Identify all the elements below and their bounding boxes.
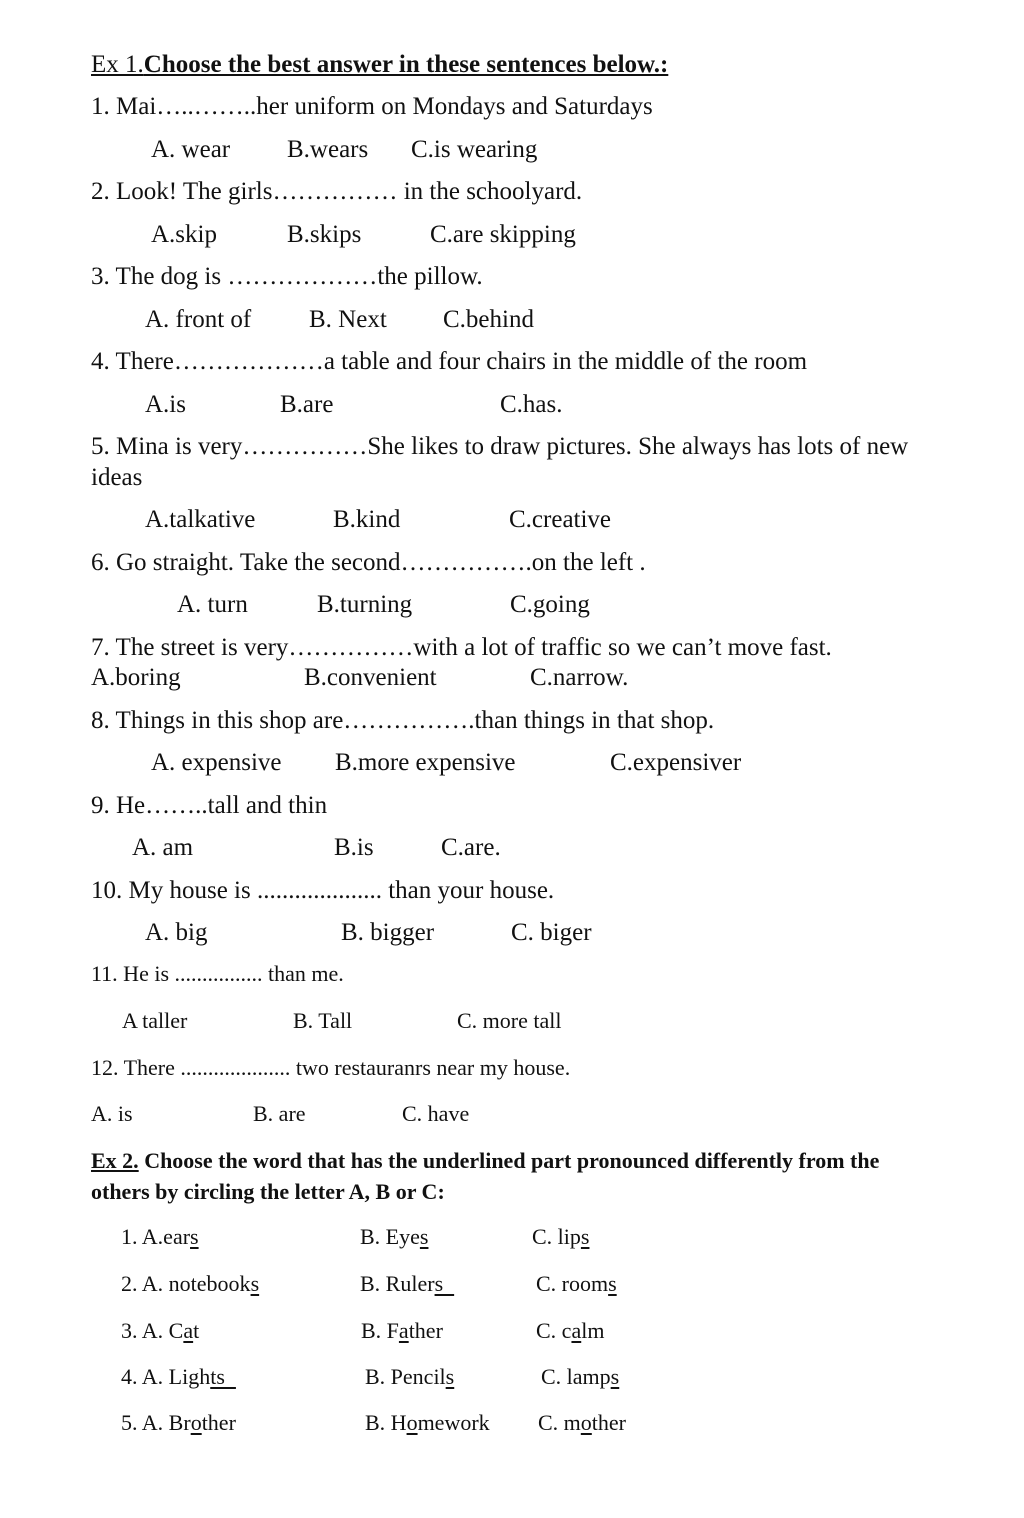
underlined-part: s — [190, 1224, 199, 1249]
option-c[interactable]: C. mother — [538, 1410, 626, 1435]
option-c[interactable]: C.expensiver — [610, 749, 742, 776]
underlined-part: o — [190, 1410, 202, 1435]
question-7: 7. The street is very……………with a lot of traffic so we can’t move fast. — [91, 634, 832, 661]
option-b[interactable]: B.are — [280, 391, 334, 418]
option-a[interactable]: 1. A.ears — [121, 1224, 199, 1249]
option-b[interactable]: B.wears — [287, 136, 369, 163]
option-b[interactable]: B.more expensive — [335, 749, 516, 776]
option-a[interactable]: A. expensive — [151, 749, 282, 776]
option-a[interactable]: A.skip — [151, 221, 217, 248]
option-c[interactable]: C.going — [510, 591, 590, 618]
option-a[interactable]: A. front of — [145, 306, 252, 333]
option-b[interactable]: B.turning — [317, 591, 413, 618]
option-c[interactable]: C. rooms — [536, 1271, 617, 1296]
option-a[interactable]: A. turn — [177, 591, 248, 618]
underlined-part: s — [608, 1271, 617, 1296]
question-12: 12. There .................... two restauranrs near my house. — [91, 1055, 571, 1080]
underlined-part: s — [250, 1271, 260, 1296]
question-1: 1. Mai…..……..her uniform on Mondays and Saturdays — [91, 93, 653, 120]
option-b[interactable]: B. Pencils — [365, 1364, 455, 1389]
option-b[interactable]: B. Next — [309, 306, 387, 333]
option-a[interactable]: 2. A. notebooks — [121, 1271, 260, 1296]
option-a[interactable]: A.is — [145, 391, 186, 418]
option-c[interactable]: C.behind — [443, 306, 534, 333]
option-b[interactable]: B.kind — [333, 506, 401, 533]
question-8: 8. Things in this shop are…………….than things in that shop. — [91, 707, 715, 734]
underlined-part: s — [610, 1364, 620, 1389]
ex2-label: Ex 2. — [91, 1148, 139, 1173]
option-b[interactable]: B.is — [334, 834, 374, 861]
option-c[interactable]: C. have — [402, 1101, 470, 1126]
option-b[interactable]: B. bigger — [341, 919, 435, 946]
option-b[interactable]: B. Eyes — [360, 1224, 429, 1249]
option-b[interactable]: B. Tall — [293, 1008, 353, 1033]
underlined-part: o — [580, 1410, 592, 1435]
option-b[interactable]: B. Homework — [365, 1410, 490, 1435]
option-a[interactable]: A. is — [91, 1101, 133, 1126]
ex2-title: Choose the word that has the underlined part pronounced differently from the — [138, 1148, 880, 1173]
option-c[interactable]: C. lamps — [541, 1364, 620, 1389]
option-a[interactable]: 5. A. Brother — [121, 1410, 236, 1435]
option-c[interactable]: C. more tall — [457, 1008, 562, 1033]
option-c[interactable]: C. calm — [536, 1318, 605, 1343]
option-a[interactable]: A. wear — [151, 136, 231, 163]
question-3: 3. The dog is ………………the pillow. — [91, 263, 483, 290]
question-4: 4. There………………a table and four chairs in the middle of the room — [91, 348, 808, 375]
ex2-heading — [91, 1146, 879, 1176]
question-5-cont: ideas — [91, 464, 143, 491]
option-c[interactable]: C.are skipping — [430, 221, 576, 248]
underlined-part: ts — [210, 1364, 236, 1389]
option-c[interactable]: C.narrow. — [530, 664, 629, 691]
option-c[interactable]: C. lips — [532, 1224, 590, 1249]
option-b[interactable]: B. Father — [361, 1318, 443, 1343]
underlined-part: o — [406, 1410, 418, 1435]
option-a[interactable]: A.talkative — [145, 506, 256, 533]
option-a[interactable]: A. big — [145, 919, 208, 946]
underlined-part: a — [398, 1318, 409, 1343]
option-c[interactable]: C.creative — [509, 506, 612, 533]
option-b[interactable]: B. are — [253, 1101, 306, 1126]
option-a[interactable]: A. am — [132, 834, 194, 861]
ex1-heading — [91, 50, 668, 80]
question-9: 9. He……..tall and thin — [91, 792, 328, 819]
option-c[interactable]: C.has. — [500, 391, 563, 418]
option-c[interactable]: C.is wearing — [411, 136, 538, 163]
question-2: 2. Look! The girls…………… in the schoolyard. — [91, 178, 583, 205]
underlined-part: s — [434, 1271, 455, 1296]
ex2-heading-cont: others by circling the letter A, B or C: — [91, 1179, 445, 1204]
underlined-part: s — [580, 1224, 590, 1249]
question-11: 11. He is ................ than me. — [91, 961, 344, 986]
ex1-label: Ex 1. — [91, 51, 144, 78]
option-c[interactable]: C.are. — [441, 834, 501, 861]
underlined-part: a — [571, 1318, 582, 1343]
question-10: 10. My house is .................... than your house. — [91, 877, 555, 904]
option-b[interactable]: B.convenient — [304, 664, 437, 691]
question-6: 6. Go straight. Take the second…………….on the left . — [91, 549, 646, 576]
option-a[interactable]: A.boring — [91, 664, 181, 691]
underlined-part: s — [419, 1224, 429, 1249]
underlined-part: a — [183, 1318, 194, 1343]
option-a[interactable]: 4. A. Lights — [121, 1364, 236, 1389]
option-b[interactable]: B.skips — [287, 221, 362, 248]
option-b[interactable]: B. Rulers — [360, 1271, 455, 1296]
option-c[interactable]: C. biger — [511, 919, 592, 946]
option-a[interactable]: A taller — [122, 1008, 188, 1033]
ex1-title: Choose the best answer in these sentences below.: — [143, 51, 669, 78]
underlined-part: s — [445, 1364, 455, 1389]
option-a[interactable]: 3. A. Cat — [121, 1318, 200, 1343]
question-5: 5. Mina is very……………She likes to draw pictures. She always has lots of new — [91, 433, 909, 460]
